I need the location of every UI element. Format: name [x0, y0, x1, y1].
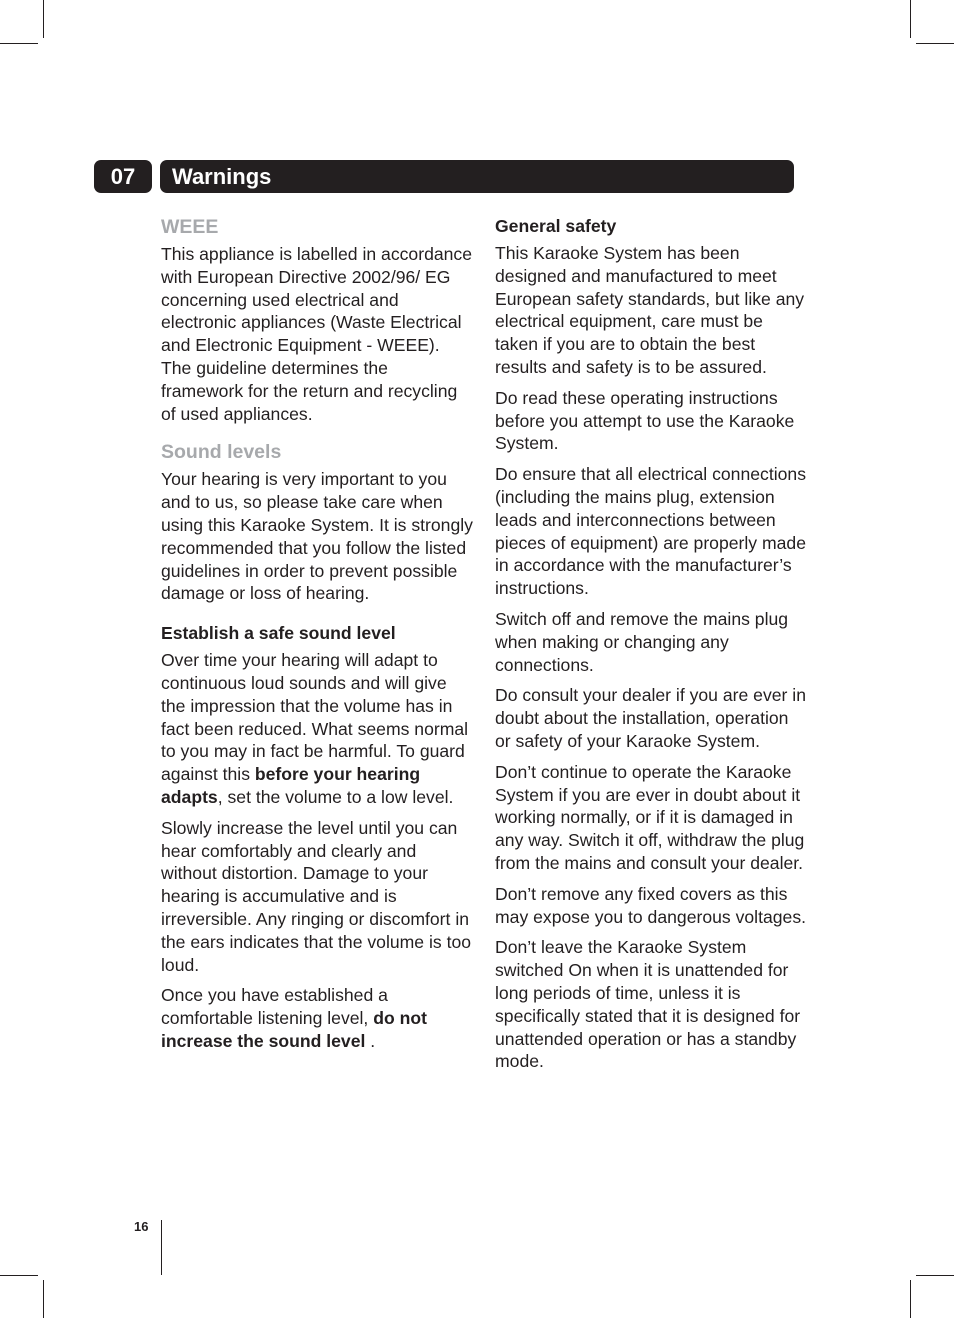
crop-mark-bottom-left-vertical	[43, 1280, 44, 1318]
crop-mark-top-right-horizontal	[916, 43, 954, 44]
weee-heading: WEEE	[161, 216, 219, 238]
safe-level-p1-text: Over time your hearing will adapt to continuous loud sounds and will give the impression that the volume has in fact been reduced. What seems normal to you may in fact be harmful. To guard against this	[161, 650, 469, 785]
crop-mark-bottom-right-vertical	[910, 1280, 911, 1318]
safe-level-p3-bold: do not increase the sound level	[161, 1008, 427, 1051]
left-column	[161, 214, 473, 1061]
section-number: 07	[94, 160, 152, 193]
safety-paragraph: This Karaoke System has been designed and manufactured to meet European safety standards, but like any electrical equipment, care must be taken if you are to obtain the best results and safety is to be assured.	[495, 243, 805, 377]
page-number: 16	[134, 1219, 149, 1234]
sound-levels-heading: Sound levels	[161, 441, 282, 464]
safe-level-paragraph-2: Slowly increase the level until you can hear comfortably and clearly and without distortion. Damage to your hearing is accumulative and is irreversible. Any ringing or discomfort in the ears indicates that the volume is too loud.	[161, 817, 472, 975]
sound-levels-text: Your hearing is very important to you and to us, so please take care when using this Karaoke System. It is strongly recommended that you follow the listed guidelines in order to prevent possible damage or loss of hearing.	[161, 469, 473, 604]
safety-paragraph: Do read these operating instructions before you attempt to use the Karaoke System.	[495, 387, 795, 454]
crop-mark-top-left-horizontal	[0, 43, 38, 44]
safety-paragraph: Don’t leave the Karaoke System switched On when it is unattended for long periods of time, unless it is specifically stated that it is designed for unattended operation or has a standby mode.	[495, 937, 801, 1072]
safe-level-p1-end: , set the volume to a low level.	[217, 786, 454, 807]
safety-paragraph: Do ensure that all electrical connections (including the mains plug, extension leads and interconnections between pieces of equipment) are properly made in accordance with the manufacturer’s instructions.	[495, 464, 806, 599]
weee-text: This appliance is labelled in accordance with European Directive 2002/96/ EG concerning used electrical and electronic appliances (Waste Electrical and Electronic Equipment - WEEE). The guideline determines the framework for the return and recycling of used appliances.	[161, 244, 473, 424]
general-safety-heading: General safety	[495, 216, 617, 236]
safety-paragraph: Don’t remove any fixed covers as this may expose you to dangerous voltages.	[495, 883, 807, 927]
safety-paragraph: Don’t continue to operate the Karaoke System if you are ever in doubt about it working normally, or if it is damaged in any way. Switch it off, withdraw the plug from the mains and consult your dealer.	[495, 761, 805, 873]
crop-mark-bottom-right-horizontal	[916, 1275, 954, 1276]
page-number-divider	[161, 1220, 162, 1275]
safe-level-p3-text: Once you have established a comfortable listening level,	[161, 985, 388, 1029]
crop-mark-bottom-left-horizontal	[0, 1275, 38, 1276]
safe-level-p1-bold: before your hearing adapts	[161, 764, 421, 807]
crop-mark-top-right-vertical	[910, 0, 911, 38]
safe-level-paragraph-3	[161, 984, 473, 1052]
right-column	[495, 214, 807, 1081]
safe-level-p3-end: .	[365, 1030, 376, 1051]
section-title: Warnings	[160, 160, 794, 193]
safety-paragraph: Do consult your dealer if you are ever in doubt about the installation, operation or safety of your Karaoke System.	[495, 685, 806, 751]
safe-level-heading: Establish a safe sound level	[161, 623, 396, 644]
safe-level-paragraph-1	[161, 649, 473, 809]
crop-mark-top-left-vertical	[43, 0, 44, 38]
safety-paragraph: Switch off and remove the mains plug when making or changing any connections.	[495, 608, 789, 675]
